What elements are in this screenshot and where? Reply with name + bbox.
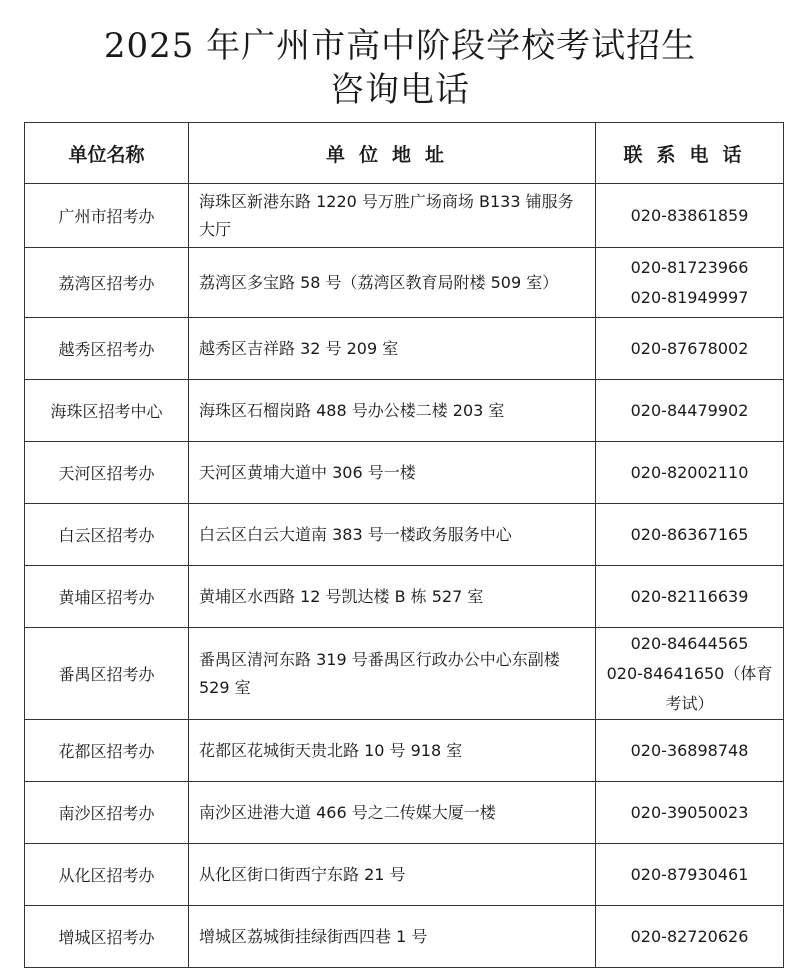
unit-name-cell: 番禺区招考办 [25,628,189,720]
title-line-2: 咨询电话 [330,70,470,110]
header-phone: 联系电话 [596,123,784,184]
table-row [25,628,784,720]
unit-name-cell: 从化区招考办 [25,844,189,906]
phone-cell [596,442,784,504]
table-header-row [25,123,784,184]
address-cell: 增城区荔城街挂绿街西四巷 1 号 [189,906,596,968]
phone-cell [596,628,784,720]
table-row [25,782,784,844]
table-row [25,184,784,248]
table-row [25,380,784,442]
unit-name-cell: 黄埔区招考办 [25,566,189,628]
phone-number: 020-36898748 [630,740,749,760]
table-row [25,442,784,504]
table-row [25,844,784,906]
phone-cell [596,844,784,906]
phone-number: 020-83861859 [630,205,749,225]
table-row [25,720,784,782]
phone-number: 020-39050023 [630,802,749,822]
unit-name-cell: 白云区招考办 [25,504,189,566]
unit-name-cell: 花都区招考办 [25,720,189,782]
phone-cell [596,906,784,968]
unit-name-cell: 海珠区招考中心 [25,380,189,442]
address-cell: 白云区白云大道南 383 号一楼政务服务中心 [189,504,596,566]
table-row [25,248,784,318]
phone-number: 020-82002110 [630,462,749,482]
address-cell: 荔湾区多宝路 58 号（荔湾区教育局附楼 509 室） [189,248,596,318]
phone-cell [596,720,784,782]
address-cell: 花都区花城街天贵北路 10 号 918 室 [189,720,596,782]
table-row [25,906,784,968]
unit-name-cell: 广州市招考办 [25,184,189,248]
phone-number: 020-84644565 [630,633,749,653]
address-cell: 番禺区清河东路 319 号番禺区行政办公中心东副楼 529 室 [189,628,596,720]
unit-name-cell: 天河区招考办 [25,442,189,504]
phone-number: 020-82116639 [630,586,749,606]
header-unit: 单位名称 [25,123,189,184]
unit-name-cell: 荔湾区招考办 [25,248,189,318]
address-cell: 黄埔区水西路 12 号凯达楼 B 栋 527 室 [189,566,596,628]
phone-cell [596,566,784,628]
table-row [25,318,784,380]
address-cell: 越秀区吉祥路 32 号 209 室 [189,318,596,380]
page-title [0,0,800,112]
phone-number: 020-86367165 [630,524,749,544]
phone-cell [596,248,784,318]
address-cell: 南沙区进港大道 466 号之二传媒大厦一楼 [189,782,596,844]
table-row [25,504,784,566]
phone-cell [596,318,784,380]
phone-number: 020-84641650（体育考试） [606,663,773,713]
phone-cell [596,782,784,844]
phone-number: 020-82720626 [630,926,749,946]
address-cell: 天河区黄埔大道中 306 号一楼 [189,442,596,504]
unit-name-cell: 增城区招考办 [25,906,189,968]
address-cell: 从化区街口街西宁东路 21 号 [189,844,596,906]
phone-cell [596,380,784,442]
phone-number: 020-81949997 [630,287,749,307]
title-line-1: 2025 年广州市高中阶段学校考试招生 [103,26,697,66]
phone-number: 020-87930461 [630,864,749,884]
table-body [25,184,784,968]
phone-cell [596,504,784,566]
contact-table [24,122,784,968]
phone-number: 020-84479902 [630,400,749,420]
phone-number: 020-81723966 [630,257,749,277]
address-cell: 海珠区石榴岗路 488 号办公楼二楼 203 室 [189,380,596,442]
address-cell: 海珠区新港东路 1220 号万胜广场商场 B133 铺服务大厅 [189,184,596,248]
unit-name-cell: 越秀区招考办 [25,318,189,380]
unit-name-cell: 南沙区招考办 [25,782,189,844]
header-address: 单位地址 [189,123,596,184]
phone-cell [596,184,784,248]
phone-number: 020-87678002 [630,338,749,358]
table-row [25,566,784,628]
